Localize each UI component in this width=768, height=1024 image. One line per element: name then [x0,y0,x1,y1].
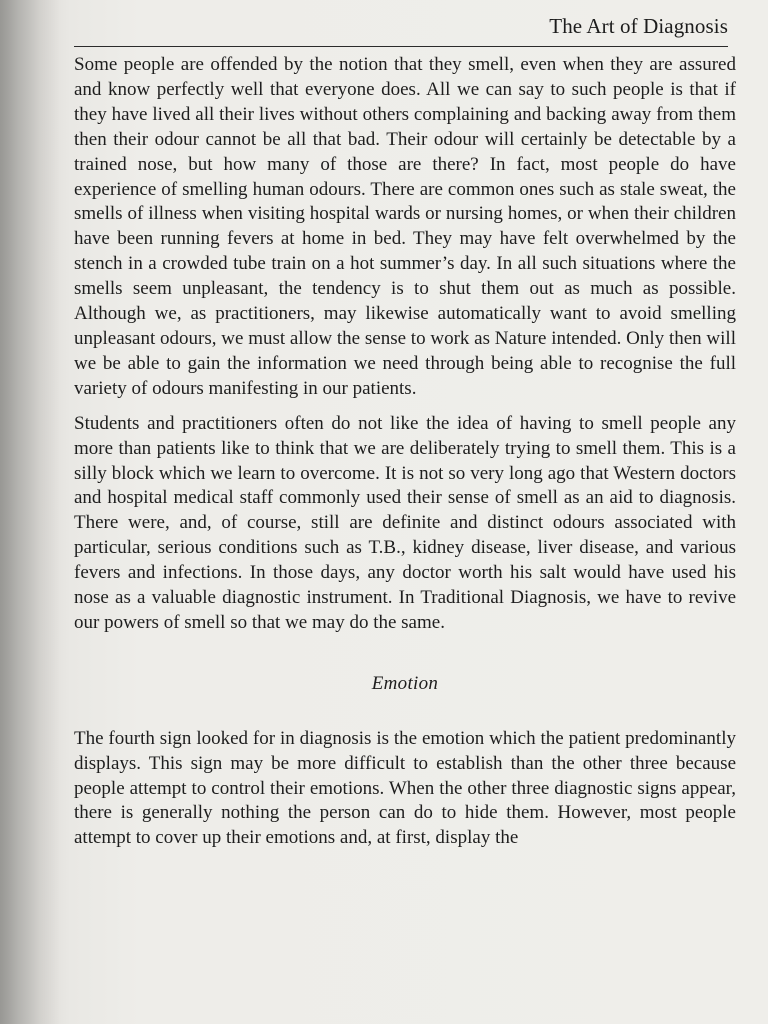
running-title: The Art of Diagnosis [549,14,728,38]
paragraph-emotion: The fourth sign looked for in diagnosis is the emotion which the patient predominantly displays. This sign may be more difficult to establish than the other three because people attempt to control their emotions. When the other three diagnostic signs appear, there is generally nothing the person can do to hide them. However, most people attempt to cover up their emotions and, at first, display the [74,727,736,849]
page-gutter-shadow [0,0,60,1024]
paragraph-odour-intro: Some people are offended by the notion that they smell, even when they are assured and know perfectly well that everyone does. All we can say to such people is that if they have lived all their lives without others complaining and backing away from them then their odour cannot be all that bad. Their odour will certainly be detectable by a trained nose, but how many of those are there? In fact, most people do have experience of smelling human odours. There are common ones such as stale sweat, the smells of illness when visiting hospital wards or nursing homes, or when their children have been running fevers at home in bed. They may have felt overwhelmed by the stench in a crowded tube train on a hot summer’s day. In all such situations where the smells seem unpleasant, the tendency is to shut them out as much as possible. Although we, as practitioners, may likewise automatically want to avoid smelling unpleasant odours, we must allow the sense to work as Nature intended. Only then will we be able to gain the information we need through being able to recognise the full variety of odours manifesting in our patients. [74,54,736,399]
paragraph-smell-diagnosis: Students and practitioners often do not like the idea of having to smell people any more than patients like to think that we are deliberately trying to smell them. This is a silly block which we learn to overcome. It is not so very long ago that Western doctors and hospital medical staff commonly used their sense of smell as an aid to diagnosis. There were, and, of course, still are definite and distinct odours associated with particular, serious conditions such as T.B., kidney disease, liver disease, and various fevers and infections. In those days, any doctor worth his salt would have used his nose as a valuable diagnostic instrument. In Traditional Diagnosis, we have to revive our powers of smell so that we may do the same. [74,412,736,633]
page-body [74,53,736,851]
page-header [74,14,728,47]
section-heading-emotion: Emotion [371,672,439,694]
